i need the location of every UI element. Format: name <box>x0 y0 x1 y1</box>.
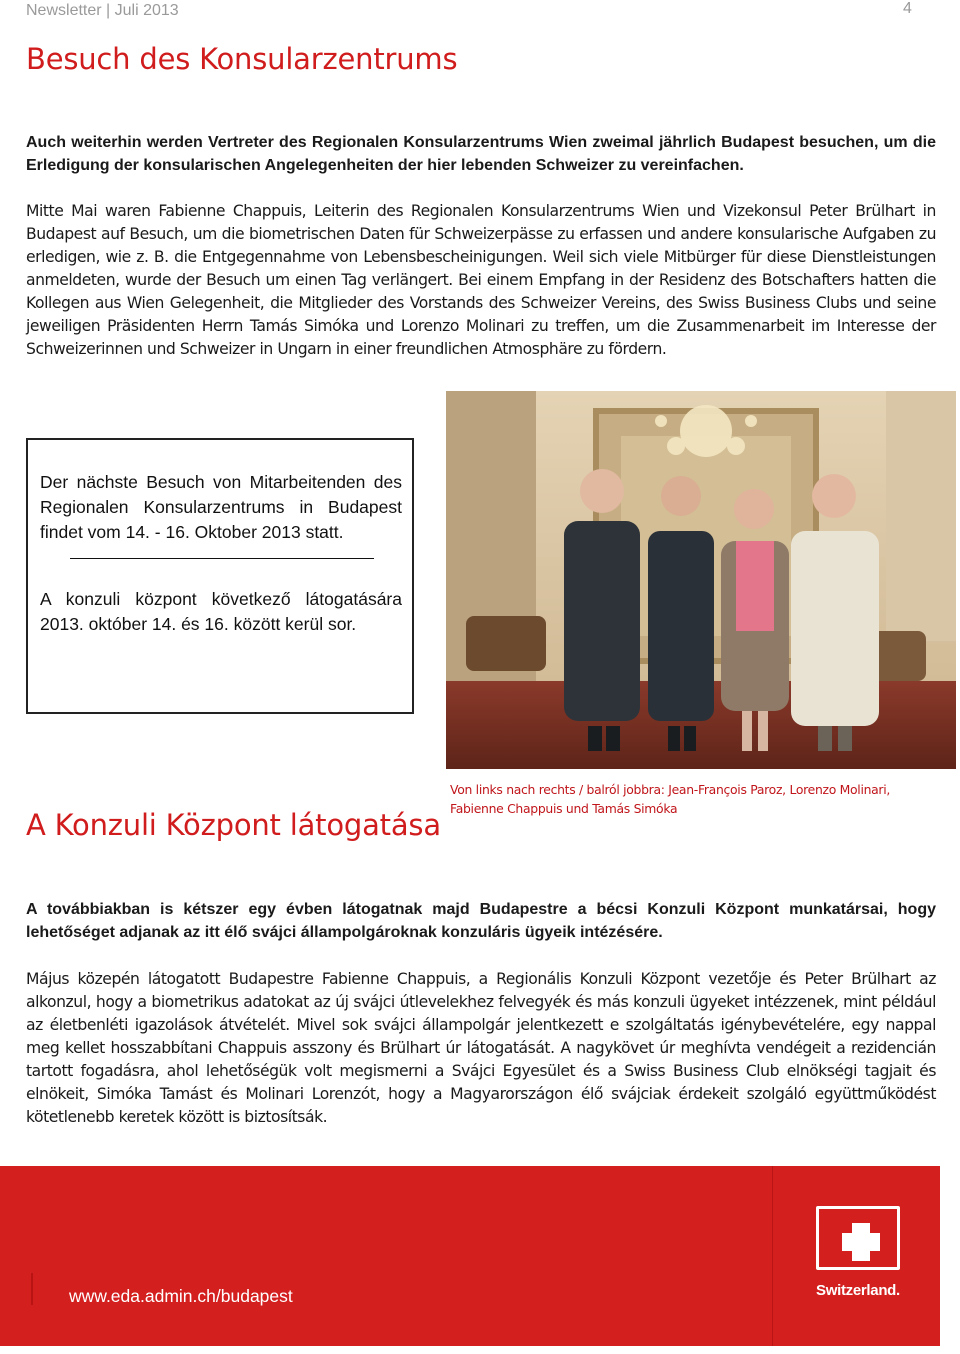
german-section-title: Besuch des Konsularzentrums <box>26 42 458 76</box>
footer-accent-line <box>31 1273 33 1305</box>
switzerland-logo <box>816 1206 900 1306</box>
photo-caption: Von links nach rechts / balról jobbra: Jean-François Paroz, Lorenzo Molinari, Fabienne Chappuis und Tamás Simóka <box>450 782 891 816</box>
german-lead-paragraph: Auch weiterhin werden Vertreter des Regionalen Konsularzentrums Wien zweimal jährlich Budapest besuchen, um die Erledigung der konsularischen Angelegenheiten der hier lebenden Schweizer zu vereinfachen. <box>26 134 936 174</box>
newsletter-label: Newsletter | Juli 2013 <box>26 2 179 19</box>
group-photo-illustration <box>446 391 956 769</box>
hungarian-section-title: A Konzuli Központ látogatása <box>26 808 441 842</box>
footer-divider <box>772 1166 773 1346</box>
swiss-cross-icon <box>816 1206 900 1270</box>
hungarian-lead-paragraph: A továbbiakban is kétszer egy évben látogatnak majd Budapestre a bécsi Konzuli Központ munkatársai, hogy lehetőséget adjanak az itt élő svájci állampolgároknak konzuláris ügyeik intézésére. <box>26 901 936 941</box>
group-photo <box>446 391 956 769</box>
footer-banner <box>0 1166 940 1346</box>
page-number: 4 <box>903 0 912 17</box>
switzerland-logo-text: Switzerland. <box>816 1282 900 1299</box>
notice-separator <box>70 558 374 559</box>
next-visit-notice-box <box>26 438 414 714</box>
notice-hungarian-text: A konzuli központ következő látogatására 2013. október 14. és 16. között kerül sor. <box>40 589 402 634</box>
german-body-paragraph: Mitte Mai waren Fabienne Chappuis, Leiterin des Regionalen Konsularzentrums Wien und Vizekonsul Peter Brülhart in Budapest auf Besuch, um die biometrischen Daten für Schweizerpässe zu erfassen und andere konsularische Aufgaben zu erledigen, wie z. B. die Entgegennahme von Lebensbescheinigungen. Weil sich viele Mitbürger für diese Dienstleistungen anmeldeten, wurde der Besuch um einen Tag verlängert. Bei einem Empfang in der Residenz des Botschafters hatten die Kollegen aus Wien Gelegenheit, die Mitglieder des Vorstands des Schweizer Vereins, des Swiss Business Clubs und seine jeweiligen Präsidenten Herrn Tamás Simóka und Lorenzo Molinari zu treffen, um die Zusammenarbeit im Interesse der Schweizerinnen und Schweizer in Ungarn in einer freundlichen Atmosphäre zu fördern. <box>26 202 936 358</box>
notice-german-text: Der nächste Besuch von Mitarbeitenden des Regionalen Konsularzentrums in Budapest findet vom 14. - 16. Oktober 2013 statt. <box>40 472 402 542</box>
hungarian-body-paragraph: Május közepén látogatott Budapestre Fabienne Chappuis, a Regionális Konzuli Központ vezetője és Peter Brülhart az alkonzul, hogy a biometrikus adatokat az új svájci útlevelekhez felvegyék és más konzuli ügyeket intézzenek, mint például az életbenléti igazolások átvételét. Mivel sok svájci állampolgár jelentkezett e szolgáltatás igénybevételére, egy nappal meg kellet hosszabbítani Chappuis asszony és Brülhart úr látogatását. A nagykövet úr meghívta vendégeit a rezidencián tartott fogadásra, ahol lehetőségük volt megismerni a Svájci Egyesület és a Swiss Business Club elnökségi tagjait és elnökeit, Simóka Tamást és Molinari Lorenzót, hogy a Magyarországon élő svájciak érdekeit szolgáló együttműködést kötetlenebb keretek között is biztosítsák. <box>26 970 936 1126</box>
embassy-website-link[interactable]: www.eda.admin.ch/budapest <box>69 1286 293 1306</box>
